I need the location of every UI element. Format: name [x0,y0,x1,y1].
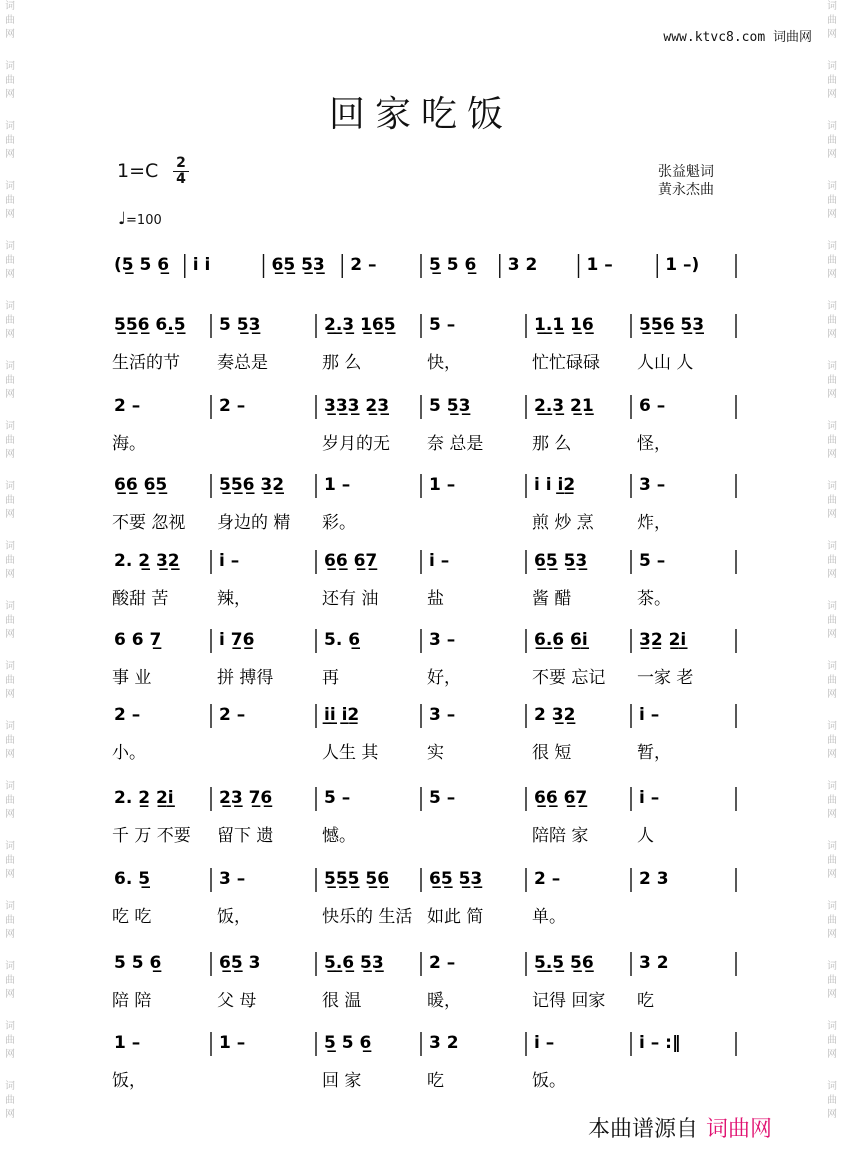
measure-notes: 5̲5̲5̲ 5̲6̲ [324,869,390,889]
watermark-text: 词曲网 [5,661,15,700]
measure-notes: 2 – [429,953,456,973]
measure-notes: 2̲.̲3̲ 2̲1̲ [534,396,594,416]
measure-notes: 5̲ 5 6̲ [429,255,477,275]
measure-notes: 2. 2̲ 2̲i̲ [114,788,174,808]
measure-notes: 1 – [429,475,456,495]
watermark-text: 词曲网 [5,481,15,520]
lyric-segment: 不要 忘记 [532,668,606,688]
measure-notes: 1 – [219,1033,246,1053]
watermark-text: 词曲网 [827,1,837,40]
watermark-text: 词曲网 [827,61,837,100]
lyric-segment: 饭， [112,1071,146,1091]
lyric-segment: 身边的 精 [217,513,291,533]
lyric-segment: 好， [427,668,461,688]
measure-notes: 5 – [324,788,351,808]
lyric-segment: 彩。 [322,513,356,533]
watermark-text: 词曲网 [827,421,837,460]
measure-notes: 3 – [429,705,456,725]
lyric-segment: 生活的节 [112,353,180,373]
lyric-segment: 岁月的无 [322,434,390,454]
site-url-link[interactable]: www.ktvc8.com [663,30,766,45]
measure-notes: 6̲6̲ 6̲7̲ [534,788,588,808]
watermark-text: 词曲网 [827,241,837,280]
measure-notes: 3̲3̲3̲ 2̲3̲ [324,396,390,416]
lyric-segment: 酸甜 苦 [112,589,169,609]
watermark-text: 词曲网 [827,301,837,340]
watermark-text: 词曲网 [827,121,837,160]
measure-notes: 2 3̲2̲ [534,705,576,725]
measure-notes: 2 – [219,396,246,416]
measure-notes: 5 – [429,788,456,808]
lyric-segment: 很 短 [532,743,572,763]
source-credit [588,1112,772,1143]
lyric-segment: 如此 简 [427,907,484,927]
measure-notes: 2̲.̲3̲ 1̲6̲5̲ [324,315,396,335]
measure-notes: 3 2 [429,1033,459,1053]
watermark-text: 词曲网 [827,661,837,700]
watermark-text: 词曲网 [827,961,837,1000]
watermark-text: 词曲网 [5,301,15,340]
lyric-segment: 忙忙碌碌 [532,353,600,373]
measure-notes: 6̲5̲ 5̲3̲ [271,255,325,275]
lyric-segment: 陪陪 家 [532,826,589,846]
measure-notes: 1 –) [665,255,700,275]
lyric-segment: 人生 其 [322,743,379,763]
measure-notes: 1 – [324,475,351,495]
watermark-text: 词曲网 [827,901,837,940]
lyric-segment: 暂， [637,743,671,763]
measure-notes: 5̲.̲6̲ 5̲3̲ [324,953,384,973]
lyric-segment: 父 母 [217,991,257,1011]
lyric-segment: 不要 忽视 [112,513,186,533]
measure-notes: 2̲3̲ 7̲6̲ [219,788,273,808]
measure-notes: 6̲5̲ 5̲3̲ [534,551,588,571]
measure-notes: 5 5̲3̲ [429,396,471,416]
watermark-text: 词曲网 [5,781,15,820]
watermark-text: 词曲网 [5,1021,15,1060]
measure-notes: 3 2 [639,953,669,973]
watermark-text: 词曲网 [5,961,15,1000]
measure-notes: 5 5 6̲ [114,953,162,973]
measure-notes: 6 6 7̲ [114,630,162,650]
measure-notes: 3̲2̲ 2̲i̲ [639,630,687,650]
lyric-segment: 饭。 [532,1071,566,1091]
measure-notes: 2 3 [639,869,669,889]
lyric-segment: 人 [637,826,654,846]
measure-notes: 1 – [586,255,613,275]
lyric-segment: 炸， [637,513,671,533]
lyric-segment: 千 万 不要 [112,826,191,846]
lyric-segment: 海。 [112,434,146,454]
lyric-segment: 再 [322,668,339,688]
measure-notes: 3 – [429,630,456,650]
measure-notes: 5̲5̲6̲ 6.̲5̲ [114,315,186,335]
measure-notes: 3 – [639,475,666,495]
lyric-segment: 实 [427,743,444,763]
lyric-segment: 暖， [427,991,461,1011]
measure-notes: i̲i̲ i̲2̲ [324,705,360,725]
measure-notes: 5 – [429,315,456,335]
tempo-value: =100 [126,213,162,228]
measure-notes: i – [429,551,450,571]
watermark-text: 词曲网 [5,541,15,580]
time-signature-top: 2 [176,155,186,171]
lyric-segment: 事 业 [112,668,152,688]
source-label: 本曲谱源自 [588,1117,699,1142]
lyric-segment: 单。 [532,907,566,927]
lyric-segment: 留下 遗 [217,826,274,846]
measure-notes: 5. 6̲ [324,630,361,650]
measure-notes: i – [534,1033,555,1053]
lyric-segment: 记得 回家 [532,991,606,1011]
lyric-segment: 奏总是 [217,353,268,373]
measure-notes: 1̲.̲1̲ 1̲6̲ [534,315,594,335]
measure-notes: 6 – [639,396,666,416]
measure-notes: 5̲5̲6̲ 3̲2̲ [219,475,285,495]
measure-notes: i – [639,788,660,808]
lyric-segment: 酱 醋 [532,589,572,609]
lyric-segment: 陪 陪 [112,991,152,1011]
measure-notes: 6̲6̲ 6̲5̲ [114,475,168,495]
lyric-segment: 奈 总是 [427,434,484,454]
watermark-text: 词曲网 [5,61,15,100]
measure-notes: 6̲6̲ 6̲7̲ [324,551,378,571]
lyric-segment: 吃 [637,991,654,1011]
composer: 黄永杰曲 [658,182,714,198]
lyric-segment: 怪， [637,434,671,454]
measure-notes: i 7̲6̲ [219,630,255,650]
watermark-text: 词曲网 [5,421,15,460]
measure-notes: 2. 2̲ 3̲2̲ [114,551,180,571]
measure-notes: 3 2 [507,255,538,275]
measure-notes: 5̲.̲5̲ 5̲6̲ [534,953,594,973]
measure-notes: i – :‖ [639,1033,681,1053]
measure-notes: i – [219,551,240,571]
watermark-text: 词曲网 [827,181,837,220]
watermark-text: 词曲网 [5,1,15,40]
watermark-text: 词曲网 [5,361,15,400]
measure-notes: 6̲.̲6̲ 6̲i̲ [534,630,588,650]
lyricist: 张益魁词 [658,164,714,180]
measure-notes: i – [639,705,660,725]
site-name: 词曲网 [772,30,812,45]
measure-notes: 2 – [219,705,246,725]
watermark-text: 词曲网 [5,841,15,880]
key-signature: 1=C [117,160,159,182]
measure-notes: 6̲5̲ 3 [219,953,261,973]
measure-notes: 3 – [219,869,246,889]
watermark-text: 词曲网 [5,121,15,160]
measure-notes: 6̲5̲ 5̲3̲ [429,869,483,889]
watermark-text: 词曲网 [827,781,837,820]
watermark-text: 词曲网 [827,1021,837,1060]
measure-notes: 5̲ 5 6̲ [324,1033,372,1053]
song-title: 回家吃饭 [328,94,513,135]
measure-notes: 5 5̲3̲ [219,315,261,335]
time-signature-bottom: 4 [173,171,189,187]
watermark-text: 词曲网 [5,601,15,640]
measure-notes: i i i̲2̲ [534,475,576,495]
watermark-text: 词曲网 [827,541,837,580]
watermark-text: 词曲网 [5,1081,15,1120]
lyric-segment: 憾。 [322,826,356,846]
watermark-text: 词曲网 [827,481,837,520]
lyric-segment: 饭， [217,907,251,927]
lyric-segment: 小。 [112,743,146,763]
lyric-segment: 那 么 [322,353,362,373]
lyric-segment: 人山 人 [637,353,694,373]
lyric-segment: 快， [427,353,461,373]
measure-notes: 2 – [534,869,561,889]
measure-notes: (5̲ 5 6̲ [114,255,170,275]
measure-notes: 2 – [350,255,377,275]
lyric-segment: 辣， [217,589,251,609]
lyric-segment: 那 么 [532,434,572,454]
watermark-text: 词曲网 [5,901,15,940]
watermark-text: 词曲网 [5,181,15,220]
measure-notes: 1 – [114,1033,141,1053]
measure-notes: 2 – [114,396,141,416]
measure-notes: 6. 5̲ [114,869,151,889]
measure-notes: 5 – [639,551,666,571]
watermark-text: 词曲网 [5,721,15,760]
measure-notes: 5̲5̲6̲ 5̲3̲ [639,315,705,335]
lyric-segment: 很 温 [322,991,362,1011]
watermark-text: 词曲网 [827,361,837,400]
quarter-note-icon: ♩ [118,209,127,229]
measure-notes: i i [192,255,211,275]
lyric-segment: 拼 搏得 [217,668,274,688]
source-brand[interactable]: 词曲网 [706,1117,773,1142]
lyric-segment: 一家 老 [637,668,694,688]
lyric-segment: 煎 炒 烹 [532,513,594,533]
lyric-segment: 回 家 [322,1071,362,1091]
lyric-segment: 茶。 [637,589,671,609]
lyric-segment: 快乐的 生活 [322,907,413,927]
watermark-text: 词曲网 [827,841,837,880]
lyric-segment: 吃 吃 [112,907,152,927]
watermark-text: 词曲网 [827,1081,837,1120]
watermark-text: 词曲网 [5,241,15,280]
lyric-segment: 盐 [427,589,444,609]
lyric-segment: 还有 油 [322,589,379,609]
lyric-segment: 吃 [427,1071,444,1091]
watermark-text: 词曲网 [827,601,837,640]
measure-notes: 2 – [114,705,141,725]
watermark-text: 词曲网 [827,721,837,760]
